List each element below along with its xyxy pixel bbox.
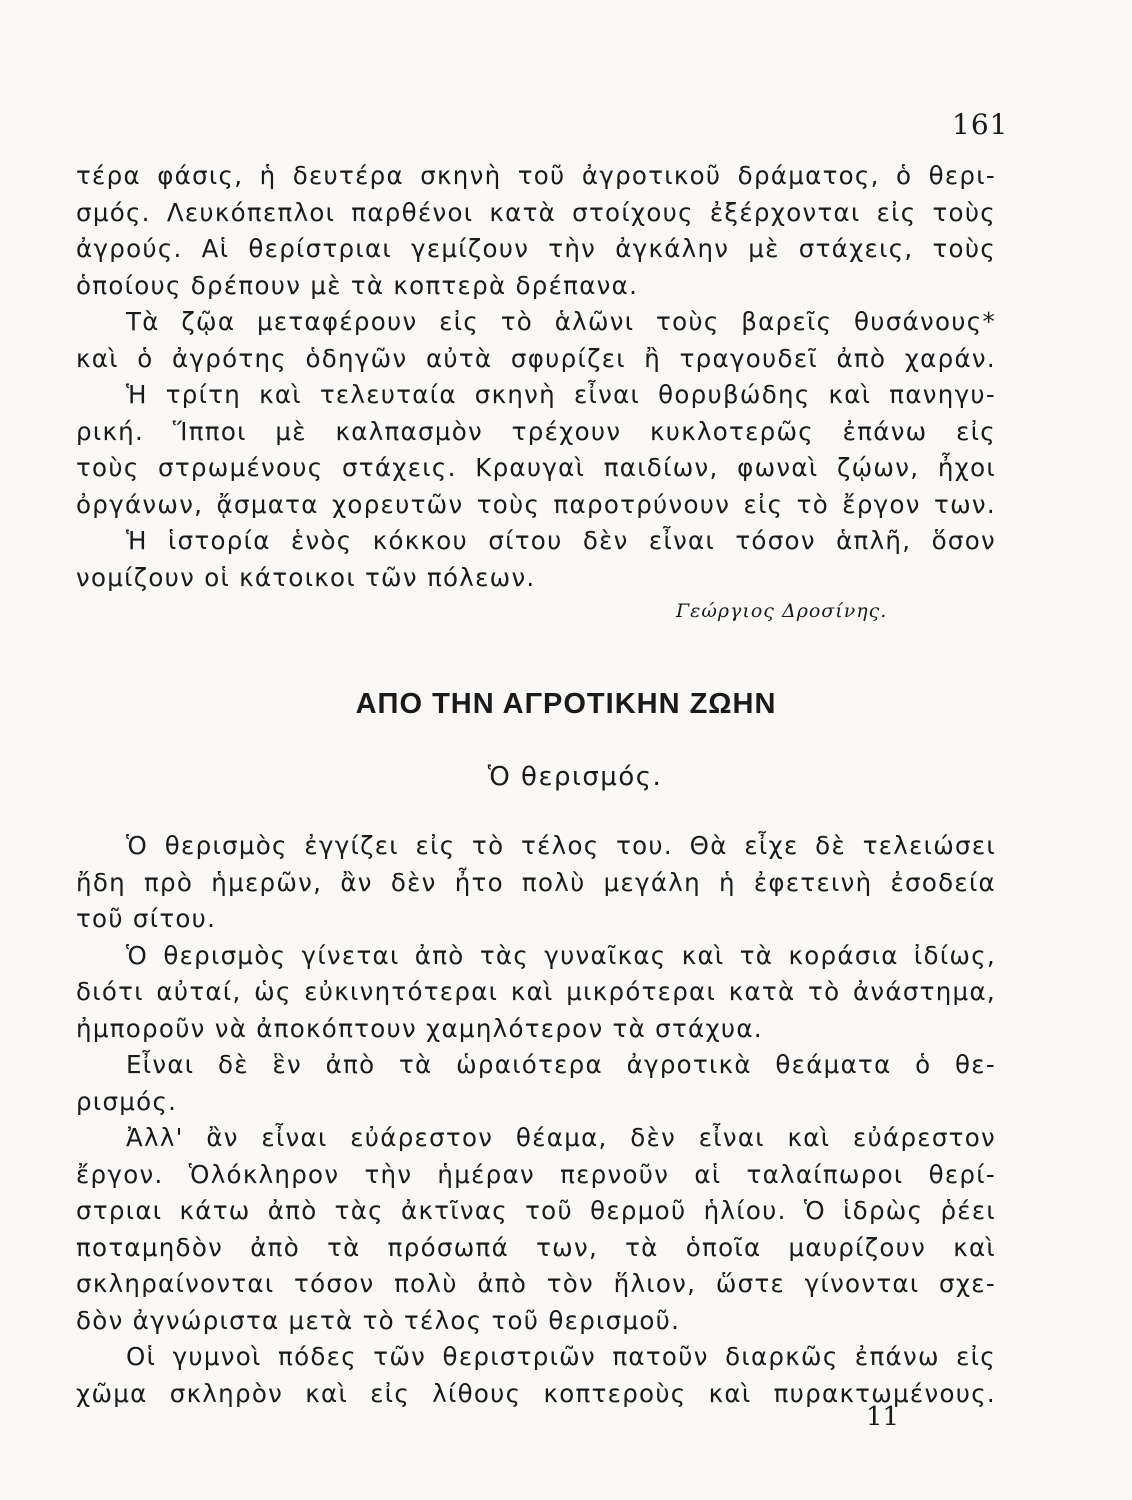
text-line: Ἡ ἱστορία ἑνὸς κόκκου σίτου δὲν εἶναι τόσον ἁπλῆ, ὅσον	[126, 526, 996, 555]
text-line: διότι αὐταί, ὡς εὐκινητότεραι καὶ μικρότεραι κατὰ τὸ ἀνάστημα,	[76, 977, 996, 1006]
text-line: ρισμός.	[76, 1086, 178, 1116]
text-line: τοὺς στρωμένους στάχεις. Κραυγαὶ παιδίων, φωναὶ ζῴων, ἦχοι	[76, 453, 996, 482]
text-line: Ἀλλ' ἂν εἶναι εὐάρεστον θέαμα, δὲν εἶναι καὶ εὐάρεστον	[126, 1123, 996, 1152]
author-signature: Γεώργιος Δροσίνης.	[676, 600, 888, 622]
text-line: τοῦ σίτου.	[76, 904, 217, 933]
text-line: ρική. Ἵπποι μὲ καλπασμὸν τρέχουν κυκλοτερῶς ἐπάνω εἰς	[76, 416, 996, 446]
text-line: στριαι κάτω ἀπὸ τὰς ἀκτῖνας τοῦ θερμοῦ ἡλίου. Ὁ ἱδρὼς ῥέει	[76, 1196, 996, 1225]
bottom-section	[76, 828, 996, 1412]
section-subheading: Ὁ θερισμός.	[487, 762, 663, 792]
text-line: ἔργον. Ὁλόκληρον τὴν ἡμέραν περνοῦν αἱ ταλαίπωροι θερί-	[76, 1159, 996, 1189]
page-number: 161	[952, 108, 1009, 141]
text-line: ἤδη πρὸ ἡμερῶν, ἂν δὲν ἦτο πολὺ μεγάλη ἡ ἐφετεινὴ ἐσοδεία	[76, 867, 996, 897]
text-line: καὶ ὁ ἀγρότης ὁδηγῶν αὐτὰ σφυρίζει ἢ τραγουδεῖ ἀπὸ χαράν.	[76, 343, 996, 373]
section-heading: ΑΠΟ ΤΗΝ ΑΓΡΟΤΙΚΗΝ ΖΩΗΝ	[355, 688, 777, 720]
text-line: Τὰ ζῷα μεταφέρουν εἰς τὸ ἁλῶνι τοὺς βαρεῖς θυσάνους*	[126, 307, 996, 336]
text-line: νομίζουν οἱ κάτοικοι τῶν πόλεων.	[76, 562, 536, 592]
text-line: Ἡ τρίτη καὶ τελευταία σκηνὴ εἶναι θορυβώδης καὶ πανηγυ-	[126, 380, 996, 409]
text-line: Ὁ θερισμὸς ἐγγίζει εἰς τὸ τέλος του. Θὰ εἶχε δὲ τελειώσει	[126, 831, 996, 860]
text-line: ἀγρούς. Αἱ θερίστριαι γεμίζουν τὴν ἀγκάλην μὲ στάχεις, τοὺς	[76, 234, 996, 263]
text-line: ποταμηδὸν ἀπὸ τὰ πρόσωπά των, τὰ ὁποῖα μαυρίζουν καὶ	[76, 1232, 996, 1262]
text-line: Ὁ θερισμὸς γίνεται ἀπὸ τὰς γυναῖκας καὶ τὰ κοράσια ἰδίως,	[126, 940, 996, 970]
text-line: ὁποίους δρέπουν μὲ τὰ κοπτερὰ δρέπανα.	[76, 270, 639, 300]
top-section	[76, 158, 996, 596]
text-line: χῶμα σκληρὸν καὶ εἰς λίθους κοπτεροὺς καὶ πυρακτωμένους.	[76, 1378, 996, 1408]
text-line: Εἶναι δὲ ἓν ἀπὸ τὰ ὡραιότερα ἀγροτικὰ θεάματα ὁ θε-	[126, 1050, 996, 1079]
text-line: ἠμποροῦν νὰ ἀποκόπτουν χαμηλότερον τὰ στάχυα.	[76, 1013, 763, 1043]
text-line: σμός. Λευκόπεπλοι παρθένοι κατὰ στοίχους ἐξέρχονται εἰς τοὺς	[76, 197, 996, 227]
text-line: σκληραίνονται τόσον πολὺ ἀπὸ τὸν ἥλιον, ὥστε γίνονται σχε-	[76, 1269, 996, 1298]
text-line: Οἱ γυμνοὶ πόδες τῶν θεριστριῶν πατοῦν διαρκῶς ἐπάνω εἰς	[126, 1342, 996, 1371]
text-line: τέρα φάσις, ἡ δευτέρα σκηνὴ τοῦ ἀγροτικοῦ δράματος, ὁ θερι-	[76, 161, 996, 190]
footer-signature-number: 11	[866, 1402, 900, 1432]
text-line: δὸν ἀγνώριστα μετὰ τὸ τέλος τοῦ θερισμοῦ.	[76, 1305, 681, 1335]
text-line: ὀργάνων, ᾄσματα χορευτῶν τοὺς παροτρύνουν εἰς τὸ ἔργον των.	[76, 489, 996, 519]
